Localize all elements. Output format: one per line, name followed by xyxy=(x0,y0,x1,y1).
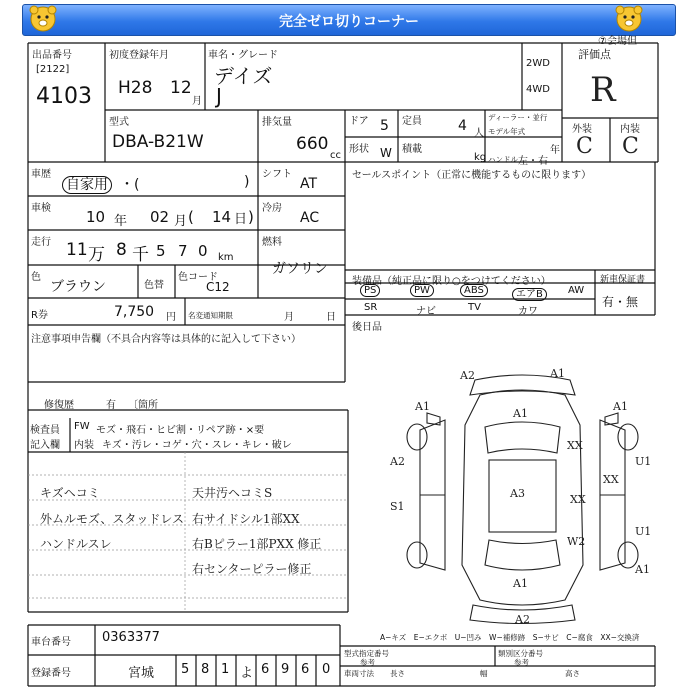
model-label: 型式 xyxy=(109,117,129,128)
ac-value: AC xyxy=(300,210,320,226)
inspection-day: 14 xyxy=(212,208,232,226)
usage-label: 車歴 xyxy=(31,169,51,180)
equipment-label: 装備品（純正品に限り○をつけてください） xyxy=(352,276,551,287)
first-reg-year: H28 xyxy=(118,78,153,98)
equip-leather: カワ xyxy=(518,306,538,317)
inspector-row1-head: FW xyxy=(74,421,90,432)
equip-aw: AW xyxy=(568,285,585,296)
top-right-fragment: ⑦会場但 xyxy=(598,36,637,47)
mileage-unit: km xyxy=(218,252,234,263)
width-label: 幅 xyxy=(480,669,488,678)
usage-value xyxy=(62,174,112,194)
mark-right-pillar: XX xyxy=(567,439,583,452)
mark-left-sill: S1 xyxy=(390,500,405,513)
mark-right-quarter: U1 xyxy=(635,525,652,538)
inspection-year-unit: 年 xyxy=(114,214,128,229)
interior-label: 内装 xyxy=(620,124,640,135)
color-label: 色 xyxy=(31,272,41,283)
mark-rear-right: A1 xyxy=(635,563,650,576)
chassis-label: 車台番号 xyxy=(31,637,71,648)
mileage-label: 走行 xyxy=(31,237,51,248)
lot-label: 出品番号 xyxy=(32,50,72,61)
note-left-3: ハンドルスレ xyxy=(40,537,112,551)
inspection-year: 10 xyxy=(86,208,106,226)
mark-roof: A3 xyxy=(510,487,525,500)
usage-close: ) xyxy=(244,174,250,190)
recycle-value: 7,750 xyxy=(114,304,155,320)
mileage-man: 11 xyxy=(66,240,88,260)
reg-digit-4: よ xyxy=(240,666,254,681)
first-reg-month: 12 xyxy=(170,78,192,98)
reg-digit-3: 1 xyxy=(221,662,230,677)
note-right-2: 右サイドシル1部XX xyxy=(192,512,300,526)
inspection-month-unit: 月 xyxy=(174,214,188,229)
capacity-unit: 人 xyxy=(474,128,484,139)
capacity-value: 4 xyxy=(458,118,467,134)
note-left-1: キズヘコミ xyxy=(40,486,100,500)
chassis-value: 0363377 xyxy=(102,630,160,645)
sales-point-label: セールスポイント（正常に機能するものに限ります） xyxy=(352,170,592,181)
registration-label: 登録番号 xyxy=(31,668,71,679)
usage-paren: ・( xyxy=(120,177,140,193)
shift-value: AT xyxy=(300,176,318,192)
reg-digit-2: 8 xyxy=(201,662,210,677)
note-left-2: 外ムルモズ、スタッドレス xyxy=(40,512,185,526)
reg-digit-8: 0 xyxy=(322,662,331,677)
repair-location: 〔箇所 xyxy=(128,400,158,411)
warranty-label: 新車保証書 xyxy=(600,275,646,285)
inspector-row2-head: 内装 xyxy=(74,440,94,451)
equip-sr: SR xyxy=(364,302,378,313)
shift-label: シフト xyxy=(262,169,292,180)
mileage-man-unit: 万 xyxy=(88,245,105,265)
note-right-4: 右センターピラー修正 xyxy=(192,562,312,576)
displacement-label: 排気量 xyxy=(262,117,292,128)
car-name-label: 車名・グレード xyxy=(208,50,278,61)
mark-right-sill: XX xyxy=(570,493,586,506)
color-code: C12 xyxy=(206,280,230,294)
ac-label: 冷房 xyxy=(262,203,282,214)
mark-trunk: A1 xyxy=(513,577,528,590)
banner-title: 完全ゼロ切りコーナー xyxy=(279,14,419,30)
drive-4wd: 4WD xyxy=(526,84,550,95)
recycle-label: R券 xyxy=(31,310,48,321)
car-grade: J xyxy=(216,84,222,108)
accessories-label: 後日品 xyxy=(352,322,382,333)
reg-digit-6: 9 xyxy=(281,662,290,677)
mark-mirror-right: A1 xyxy=(613,400,628,413)
dimensions-label: 車両寸法 xyxy=(344,669,374,678)
doors-value: 5 xyxy=(380,118,389,134)
inspector-row2: キズ・汚レ・コゲ・穴・スレ・キレ・破レ xyxy=(102,440,292,451)
mileage-digit-3: 0 xyxy=(198,242,208,260)
mark-left-fender: A2 xyxy=(390,455,405,468)
first-reg-label: 初度登録年月 xyxy=(109,50,169,61)
shape-label: 形状 xyxy=(349,144,369,155)
recycle-unit: 円 xyxy=(166,312,176,323)
dealer-label: ディーラー・並行 xyxy=(488,113,548,122)
color-code-label: 色コード xyxy=(178,272,218,283)
inspection-label: 車検 xyxy=(31,203,51,214)
reg-digit-1: 5 xyxy=(181,662,190,677)
mark-hood: A1 xyxy=(513,407,528,420)
doors-label: ドア xyxy=(349,116,369,127)
inspector-row1: モズ・飛石・ヒビ割・リペア跡・×要 xyxy=(96,425,265,436)
equip-ps: PS xyxy=(360,285,380,296)
handle-label: ハンドル xyxy=(488,155,518,164)
interior-grade: C xyxy=(622,134,639,159)
mark-front-right: A1 xyxy=(550,367,565,380)
car-name: デイズ xyxy=(214,64,273,88)
mark-right-fender: U1 xyxy=(635,455,652,468)
mark-mirror-left: A1 xyxy=(415,400,430,413)
cautions-label: 注意事項申告欄（不具合内容等は具体的に記入して下さい） xyxy=(31,334,301,345)
car-damage-diagram xyxy=(385,365,660,625)
mileage-digit-1: 5 xyxy=(156,242,166,260)
color-swatch-label: 色替 xyxy=(144,280,164,291)
mark-front-left: A2 xyxy=(460,369,475,382)
fuel-label: 燃料 xyxy=(262,237,282,248)
displacement-value: 660 xyxy=(296,134,329,154)
name-change-month: 月 xyxy=(284,312,294,323)
equip-navi: ナビ xyxy=(416,306,436,317)
name-change-label: 名変通知期限 xyxy=(188,311,233,320)
lot-number: 4103 xyxy=(36,84,92,109)
name-change-day: 日 xyxy=(326,312,336,323)
class-ref: 参考 xyxy=(514,658,529,667)
lot-sub: [2122] xyxy=(36,64,70,75)
length-label: 長さ xyxy=(390,669,405,678)
capacity-label: 定員 xyxy=(402,116,422,127)
mark-right-rear: W2 xyxy=(567,535,586,548)
mileage-sen-unit: 千 xyxy=(132,245,149,265)
type-spec-label: 型式指定番号 xyxy=(344,649,389,658)
exterior-label: 外装 xyxy=(572,124,592,135)
inspector-label-2: 記入欄 xyxy=(30,440,60,451)
displacement-unit: cc xyxy=(330,150,341,161)
inspector-label-1: 検査員 xyxy=(30,425,60,436)
color-value: ブラウン xyxy=(50,279,106,295)
load-label: 積載 xyxy=(402,144,422,155)
registration-region: 宮城 xyxy=(128,666,155,681)
note-right-1: 天井汚ヘコミS xyxy=(192,486,273,500)
mileage-sen: 8 xyxy=(116,240,127,260)
handle-options: 左・右 xyxy=(518,156,548,167)
drive-2wd: 2WD xyxy=(526,58,550,69)
reg-digit-5: 6 xyxy=(261,662,270,677)
mark-rear-bumper: A2 xyxy=(515,613,530,625)
exterior-grade: C xyxy=(576,134,593,159)
inspection-month: 02 xyxy=(150,208,170,226)
type-spec-ref: 参考 xyxy=(360,658,375,667)
reg-digit-7: 6 xyxy=(301,662,310,677)
model-year-unit: 年 xyxy=(550,145,560,156)
inspection-day-unit: 日 xyxy=(234,212,248,227)
mark-right-door: XX xyxy=(603,473,619,486)
equip-pw: PW xyxy=(410,285,434,296)
equip-airbag: エアB xyxy=(512,285,547,300)
equip-abs: ABS xyxy=(460,285,488,296)
class-label: 類別区分番号 xyxy=(498,649,543,658)
equip-tv: TV xyxy=(468,302,481,313)
repair-label: 修復歴 xyxy=(44,400,74,411)
usage-circle: 自家用 xyxy=(62,176,112,194)
note-right-3: 右Bピラー1部PXX 修正 xyxy=(192,537,322,551)
first-reg-month-unit: 月 xyxy=(192,96,202,107)
rating-label: 評価点 xyxy=(578,48,611,61)
fuel-value: ガソリン xyxy=(272,261,328,277)
warranty-value: 有・無 xyxy=(602,295,639,309)
load-unit: kg xyxy=(474,152,487,163)
model-year-label: モデル年式 xyxy=(488,127,526,136)
repair-value: 有 xyxy=(106,400,116,411)
rating-value: R xyxy=(590,70,616,110)
height-label: 高さ xyxy=(565,669,580,678)
damage-legend: A−キズ E−エクボ U−凹み W−補修跡 S−サビ C−腐食 XX−交換済 xyxy=(380,633,640,642)
model-value: DBA-B21W xyxy=(112,132,204,152)
shape-value: W xyxy=(380,146,392,160)
mileage-digit-2: 7 xyxy=(178,242,188,260)
